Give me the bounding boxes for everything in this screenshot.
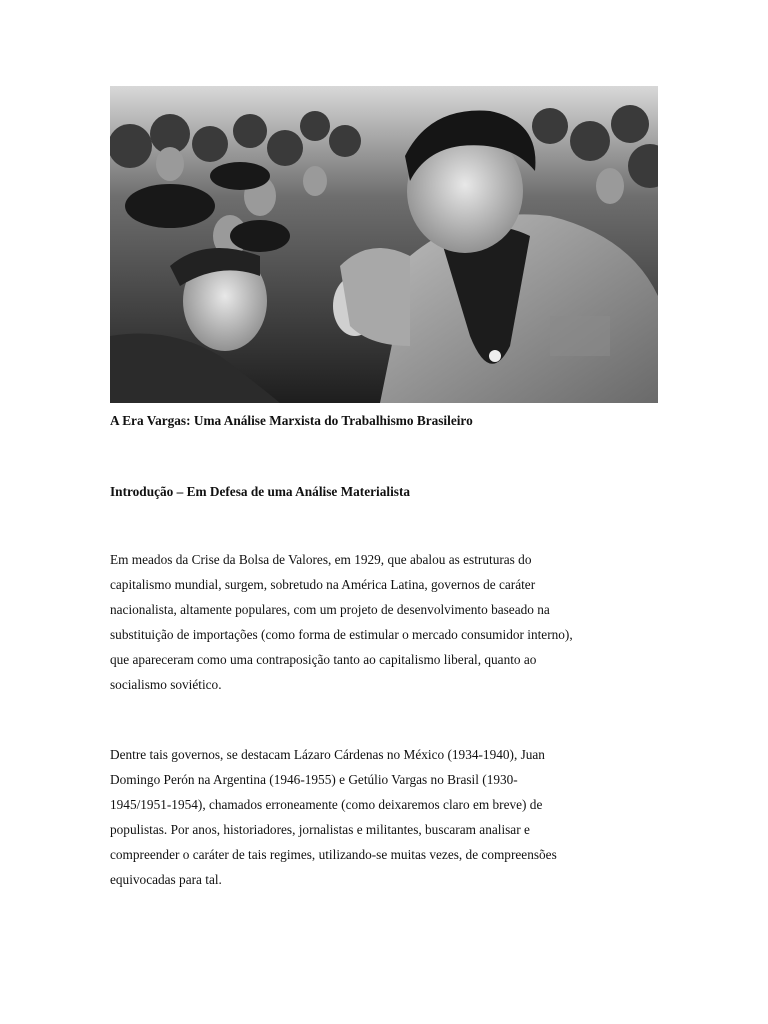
paragraph-line: capitalismo mundial, surgem, sobretudo na América Latina, governos de caráter [110, 577, 536, 592]
photo-illustration [110, 86, 658, 403]
paragraph-line: Em meados da Crise da Bolsa de Valores, em 1929, que abalou as estruturas do [110, 552, 532, 567]
paragraph-line: nacionalista, altamente populares, com um projeto de desenvolvimento baseado na [110, 602, 550, 617]
paragraph-line: 1945/1951-1954), chamados erroneamente (como deixaremos claro em breve) de [110, 797, 543, 812]
paragraph-2 [110, 742, 660, 892]
historical-photo [110, 86, 658, 403]
paragraph-line: equivocadas para tal. [110, 872, 222, 887]
paragraph-line: socialismo soviético. [110, 677, 222, 692]
document-title: A Era Vargas: Uma Análise Marxista do Trabalhismo Brasileiro [110, 413, 473, 428]
paragraph-line: Domingo Perón na Argentina (1946-1955) e Getúlio Vargas no Brasil (1930- [110, 772, 518, 787]
paragraph-line: populistas. Por anos, historiadores, jornalistas e militantes, buscaram analisar e [110, 822, 530, 837]
paragraph-1 [110, 547, 660, 697]
paragraph-line: que apareceram como uma contraposição tanto ao capitalismo liberal, quanto ao [110, 652, 537, 667]
section-heading: Introdução – Em Defesa de uma Análise Materialista [110, 484, 411, 499]
paragraph-line: substituição de importações (como forma de estimular o mercado consumidor interno), [110, 627, 573, 642]
paragraph-line: Dentre tais governos, se destacam Lázaro Cárdenas no México (1934-1940), Juan [110, 747, 545, 762]
paragraph-line: compreender o caráter de tais regimes, utilizando-se muitas vezes, de compreensões [110, 847, 557, 862]
